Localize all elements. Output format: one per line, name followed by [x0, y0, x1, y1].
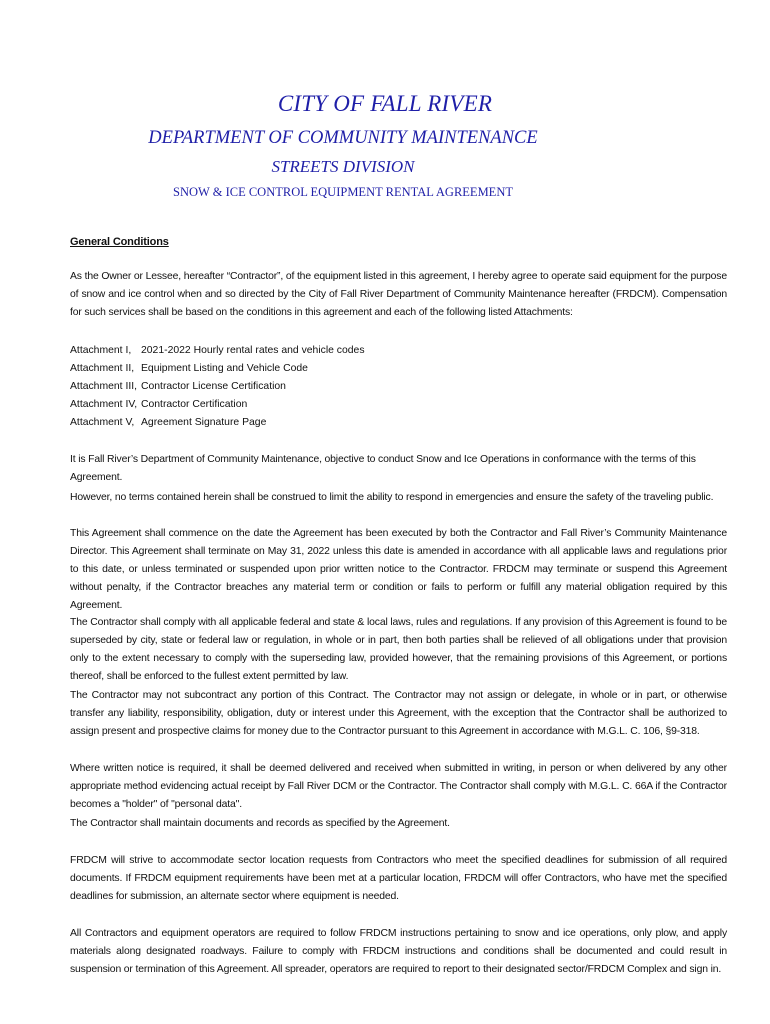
- department-title: DEPARTMENT OF COMMUNITY MAINTENANCE: [148, 128, 538, 148]
- intro-paragraph: As the Owner or Lessee, hereafter “Contractor”, of the equipment listed in this agreement, I hereby agree to operate said equipment for the purpose of snow and ice control when and so directed by the City of Fall River Department of Community Maintenance hereafter (FRDCM). Compensation for such services shall be based on the conditions in this agreement and each of the following listed Attachments:: [70, 271, 727, 318]
- attachment-desc: 2021-2022 Hourly rental rates and vehicle codes: [141, 345, 365, 356]
- operations-paragraph: All Contractors and equipment operators are required to follow FRDCM instructions pertaining to snow and ice operations, only plow, and apply materials along designated roadways. Failure to comply with FRDCM instructions and conditions shall be documented and could result in suspension or termination of this Agreement. All spreader, operators are required to report to their designated sector/FRDCM Complex and sign in.: [70, 928, 727, 975]
- section-heading: General Conditions: [70, 236, 169, 248]
- agreement-title: SNOW & ICE CONTROL EQUIPMENT RENTAL AGREEMENT: [173, 185, 513, 199]
- emergency-paragraph: However, no terms contained herein shall be construed to limit the ability to respond in emergencies and ensure the safety of the traveling public.: [70, 492, 714, 503]
- attachment-desc: Agreement Signature Page: [141, 417, 267, 428]
- attachment-label: Attachment IV,: [70, 399, 138, 410]
- attachment-item: [70, 414, 365, 432]
- division-title: STREETS DIVISION: [271, 157, 415, 176]
- attachment-desc: Equipment Listing and Vehicle Code: [141, 363, 308, 374]
- attachment-list: [70, 342, 365, 432]
- notice-paragraph: Where written notice is required, it shall be deemed delivered and received when submitted in writing, in person or when delivered by any other appropriate method evidencing actual receipt by Fall River DCM or the Contractor. The Contractor shall comply with M.G.L. C. 66A if the Contractor becomes a "holder" of "personal data".: [70, 763, 727, 810]
- attachment-item: [70, 360, 365, 378]
- sector-paragraph: FRDCM will strive to accommodate sector location requests from Contractors who meet the specified deadlines for submission of all required documents. If FRDCM equipment requirements have been met at a particular location, FRDCM will offer Contractors, who have met the specified deadlines for submission, an alternate sector where equipment is needed.: [70, 855, 727, 902]
- attachment-label: Attachment V,: [70, 417, 135, 428]
- attachment-desc: Contractor License Certification: [141, 381, 286, 392]
- attachment-item: [70, 396, 365, 414]
- city-title: CITY OF FALL RIVER: [277, 91, 493, 116]
- records-paragraph: The Contractor shall maintain documents and records as specified by the Agreement.: [70, 818, 450, 829]
- attachment-desc: Contractor Certification: [141, 399, 248, 410]
- attachment-label: Attachment I,: [70, 345, 132, 356]
- attachment-item: [70, 342, 365, 360]
- subcontract-paragraph: The Contractor may not subcontract any portion of this Contract. The Contractor may not assign or delegate, in whole or in part, or otherwise transfer any liability, responsibility, obligation, duty or interest under this Agreement, with the exception that the Contractor shall be authorized to assign present and prospective claims for money due to the Contractor pursuant to this Agreement in accordance with M.G.L. C. 106, §9-318.: [70, 690, 727, 737]
- objective-paragraph: It is Fall River’s Department of Community Maintenance, objective to conduct Snow and Ice Operations in conformance with the terms of this Agreement.: [70, 454, 696, 483]
- term-paragraph: This Agreement shall commence on the date the Agreement has been executed by both the Contractor and Fall River’s Community Maintenance Director. This Agreement shall terminate on May 31, 2022 unless this date is amended in accordance with all applicable laws and regulations prior to this date, or unless terminated or suspended upon prior written notice to the Contractor. FRDCM may terminate or suspend this Agreement without penalty, if the Contractor breaches any material term or condition or fails to perform or fulfill any material obligation required by this Agreement.: [70, 528, 727, 611]
- attachment-label: Attachment II,: [70, 363, 135, 374]
- attachment-label: Attachment III,: [70, 381, 137, 392]
- compliance-paragraph: The Contractor shall comply with all applicable federal and state & local laws, rules and regulations. If any provision of this Agreement is found to be superseded by city, state or federal law or regulation, in whole or in part, then both parties shall be relieved of all obligations under that provision only to the extent necessary to comply with the superseding law, provided however, that the remaining provisions of this Agreement, or portions thereof, shall be enforced to the fullest extent permitted by law.: [70, 617, 727, 682]
- attachment-item: [70, 378, 365, 396]
